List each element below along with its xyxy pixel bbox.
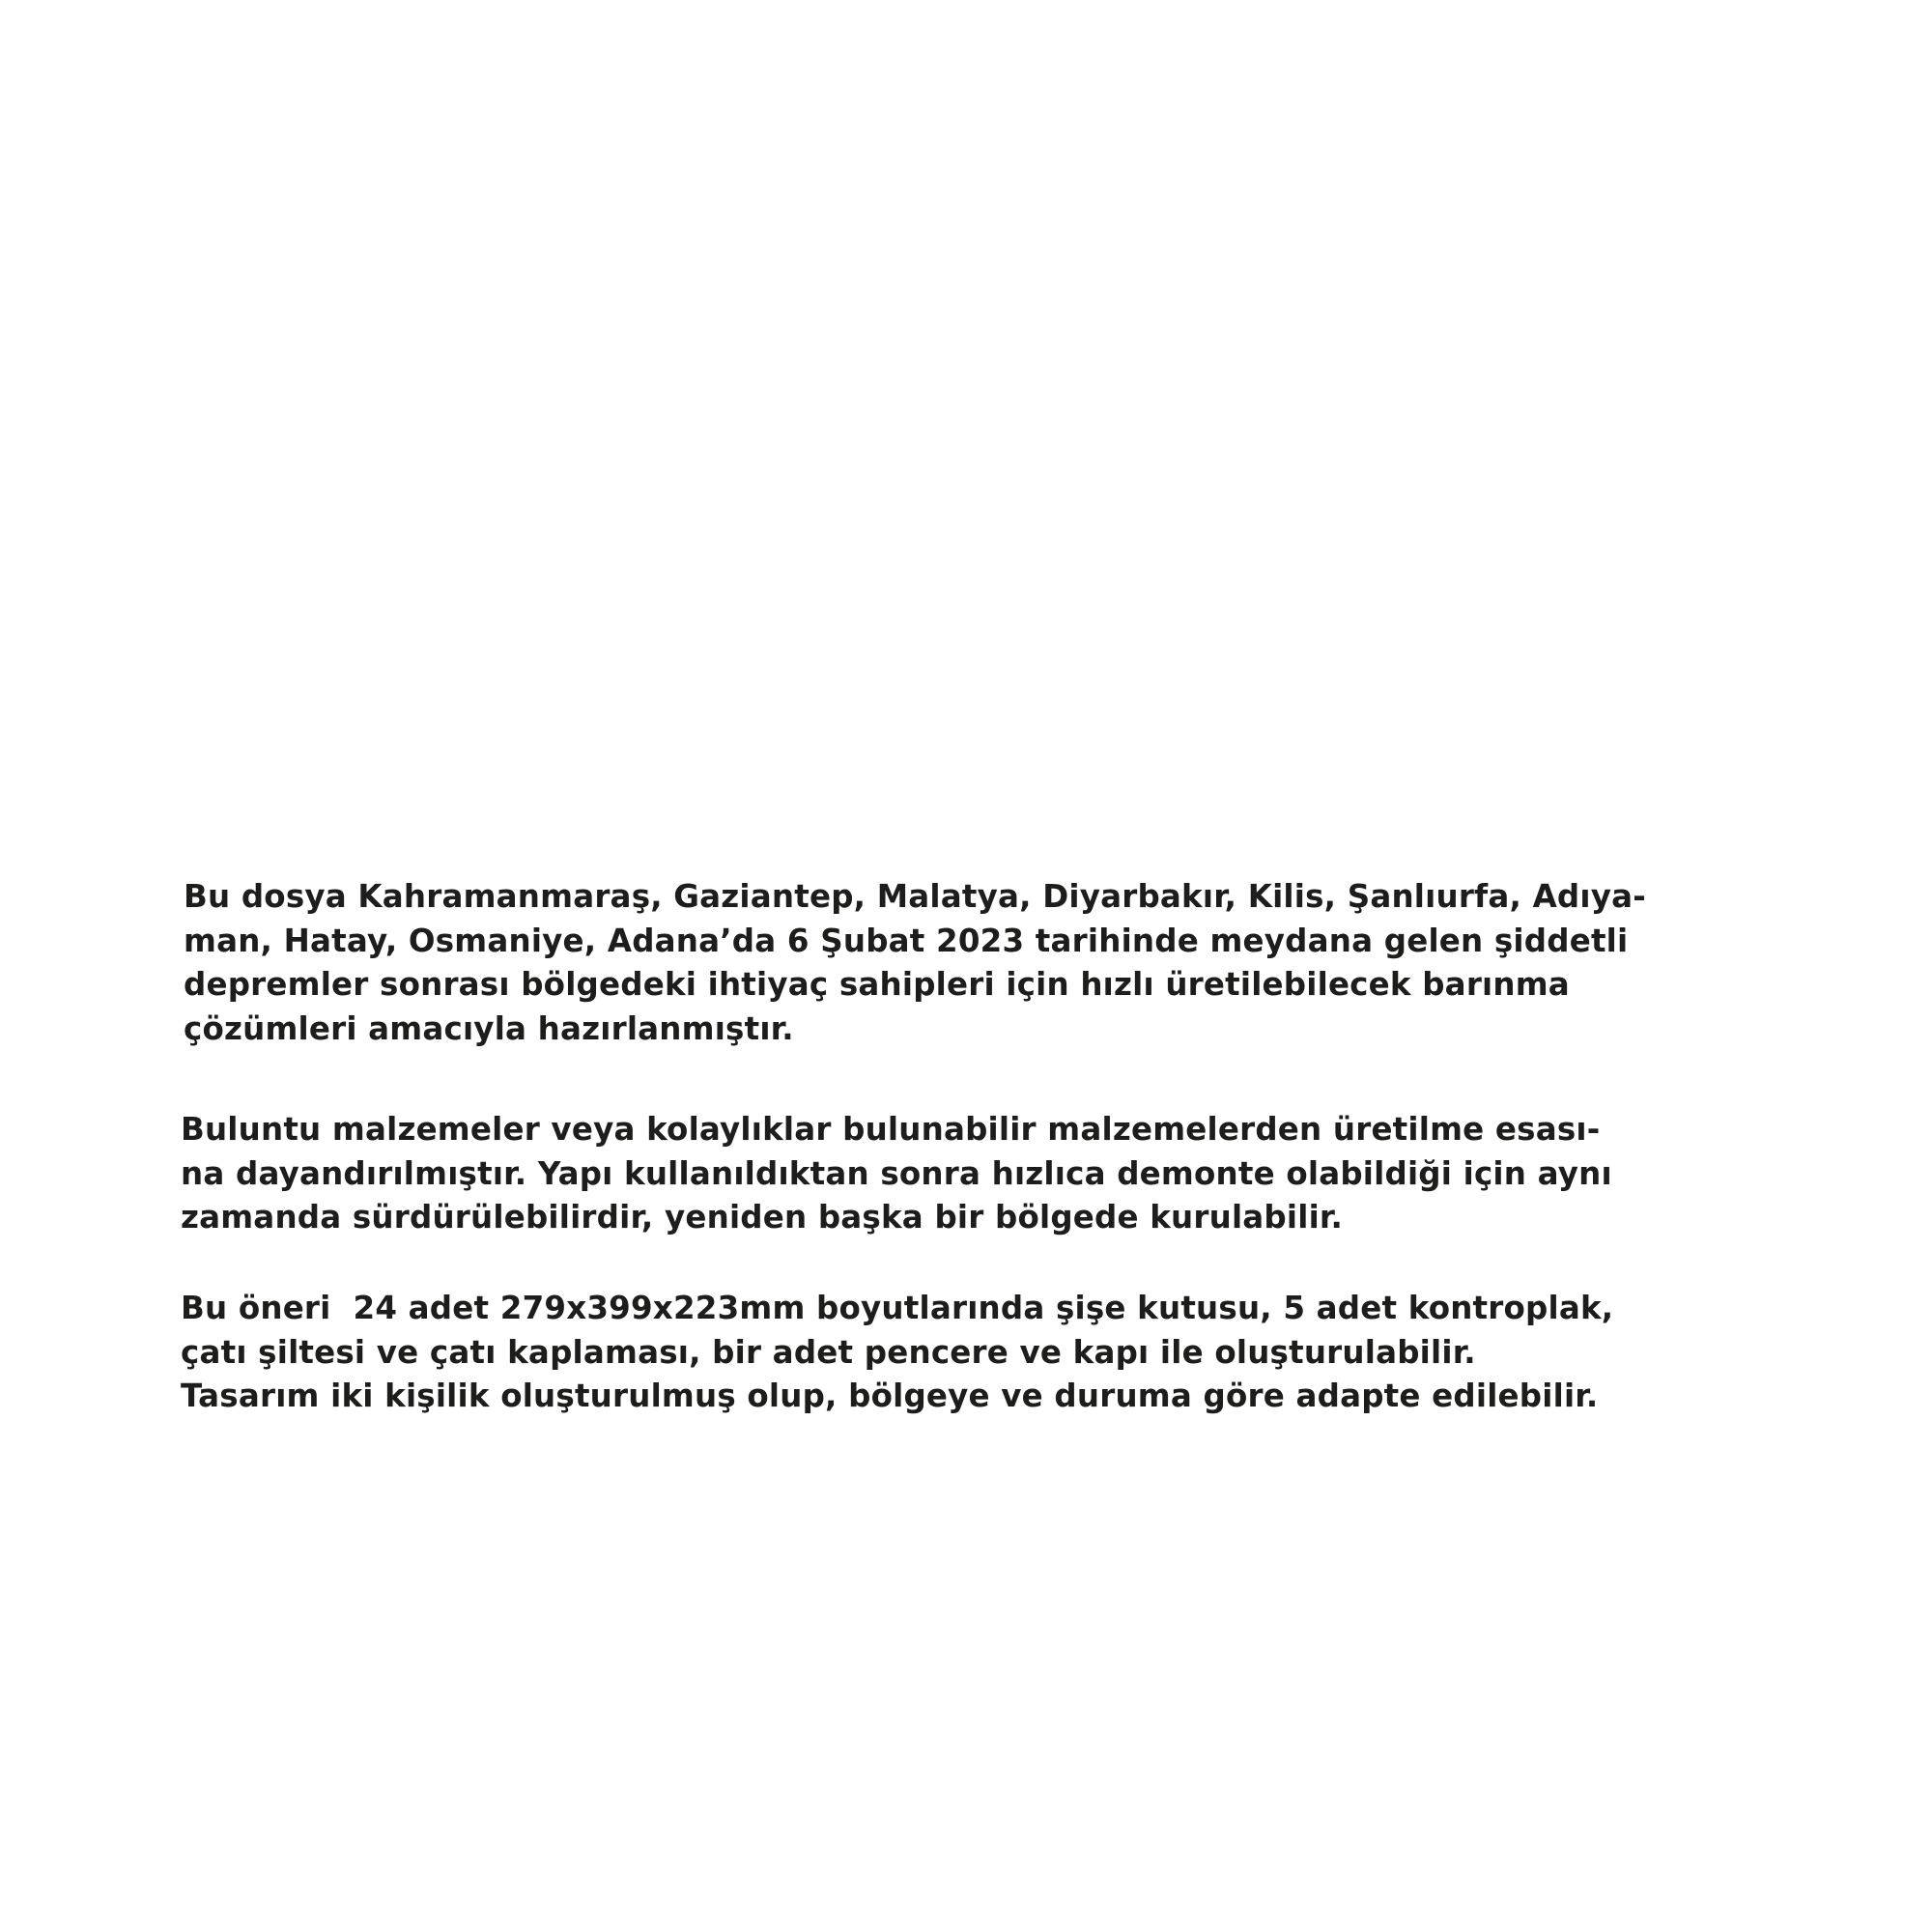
text-line: Tasarım iki kişilik oluşturulmuş olup, bölgeye ve duruma göre adapte edilebilir.	[181, 1378, 1599, 1414]
text-line: Buluntu malzemeler veya kolaylıklar bulunabilir malzemelerden üretilme esası-	[181, 1111, 1601, 1148]
paragraph-project-purpose	[184, 875, 1646, 1051]
text-line: çatı şiltesi ve çatı kaplaması, bir adet pencere ve kapı ile oluşturulabilir.	[181, 1333, 1476, 1371]
text-line: Bu öneri 24 adet 279x399x223mm boyutlarında şişe kutusu, 5 adet kontroplak,	[181, 1290, 1614, 1326]
text-line: zamanda sürdürülebilirdir, yeniden başka bir bölgede kurulabilir.	[181, 1199, 1344, 1236]
text-line: na dayandırılmıştır. Yapı kullanıldıktan sonra hızlıca demonte olabildiği için aynı	[181, 1154, 1612, 1192]
text-line: çözümleri amacıyla hazırlanmıştır.	[184, 1009, 794, 1047]
paragraph-components-design	[181, 1287, 1613, 1419]
text-line: depremler sonrası bölgedeki ihtiyaç sahipleri için hızlı üretilebilecek barınma	[184, 966, 1570, 1003]
text-line: Bu dosya Kahramanmaraş, Gaziantep, Malatya, Diyarbakır, Kilis, Şanlıurfa, Adıya-	[184, 878, 1646, 915]
paragraph-materials-sustainability	[181, 1108, 1612, 1240]
text-line: man, Hatay, Osmaniye, Adana’da 6 Şubat 2023 tarihinde meydana gelen şiddetli	[184, 922, 1629, 959]
